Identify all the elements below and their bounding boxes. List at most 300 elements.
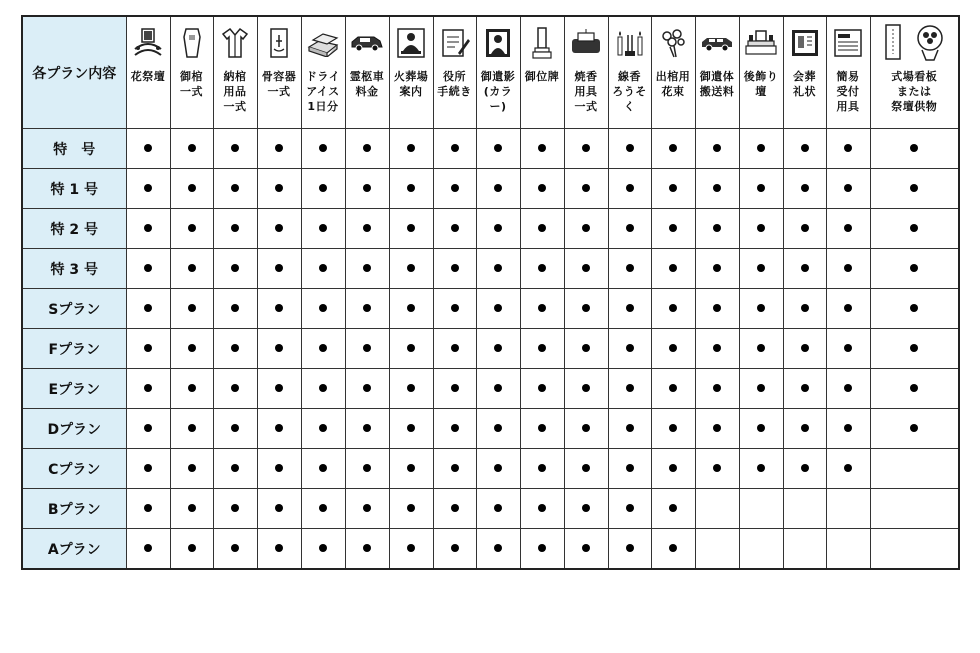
included-mark xyxy=(126,289,170,329)
included-dot xyxy=(669,424,677,432)
included-dot xyxy=(713,384,721,392)
table-row xyxy=(22,489,959,529)
included-mark xyxy=(476,449,520,489)
included-mark xyxy=(126,249,170,289)
included-dot xyxy=(801,184,809,192)
included-mark xyxy=(257,249,301,289)
column-header xyxy=(213,16,257,129)
table-row xyxy=(22,369,959,409)
included-mark xyxy=(651,409,695,449)
included-mark xyxy=(826,369,870,409)
included-dot xyxy=(669,544,677,552)
included-mark xyxy=(170,369,213,409)
included-dot xyxy=(713,464,721,472)
included-mark xyxy=(564,249,608,289)
included-dot xyxy=(844,144,852,152)
included-mark xyxy=(520,369,564,409)
column-header xyxy=(170,16,213,129)
included-mark xyxy=(433,249,476,289)
included-dot xyxy=(494,144,502,152)
included-mark xyxy=(739,449,783,489)
table-row xyxy=(22,329,959,369)
included-mark xyxy=(213,129,257,169)
corner-label: 各プラン内容 xyxy=(22,16,126,129)
included-dot xyxy=(231,224,239,232)
included-dot xyxy=(626,384,634,392)
included-mark xyxy=(301,449,345,489)
included-mark xyxy=(564,169,608,209)
included-dot xyxy=(626,504,634,512)
burial-robe-icon xyxy=(221,23,249,63)
included-mark xyxy=(826,169,870,209)
column-header xyxy=(695,16,739,129)
included-mark xyxy=(520,289,564,329)
included-dot xyxy=(538,384,546,392)
included-dot xyxy=(910,384,918,392)
included-dot xyxy=(582,144,590,152)
included-mark xyxy=(870,249,959,289)
included-mark xyxy=(213,209,257,249)
empty-cell xyxy=(783,529,826,570)
included-dot xyxy=(538,264,546,272)
included-dot xyxy=(188,264,196,272)
included-dot xyxy=(626,304,634,312)
included-mark xyxy=(476,209,520,249)
empty-cell xyxy=(870,529,959,570)
reception-desk-icon xyxy=(833,23,863,63)
signboard-offering-icon xyxy=(878,23,950,63)
included-dot xyxy=(757,424,765,432)
included-mark xyxy=(783,289,826,329)
included-mark xyxy=(170,209,213,249)
included-mark xyxy=(389,129,433,169)
included-dot xyxy=(188,224,196,232)
included-dot xyxy=(451,504,459,512)
included-mark xyxy=(739,369,783,409)
included-dot xyxy=(538,144,546,152)
table-row xyxy=(22,169,959,209)
included-dot xyxy=(538,464,546,472)
table-row xyxy=(22,289,959,329)
plan-label: Dプラン xyxy=(22,409,126,449)
included-mark xyxy=(826,289,870,329)
included-mark xyxy=(345,449,389,489)
included-dot xyxy=(757,264,765,272)
included-mark xyxy=(170,449,213,489)
included-mark xyxy=(213,249,257,289)
included-dot xyxy=(582,264,590,272)
included-dot xyxy=(626,544,634,552)
included-mark xyxy=(739,169,783,209)
included-mark xyxy=(695,409,739,449)
included-mark xyxy=(608,249,651,289)
included-mark xyxy=(608,449,651,489)
included-dot xyxy=(363,224,371,232)
included-dot xyxy=(494,544,502,552)
included-dot xyxy=(538,344,546,352)
column-header-label: 霊柩車 料金 xyxy=(349,70,385,98)
included-dot xyxy=(538,544,546,552)
included-mark xyxy=(476,329,520,369)
included-mark xyxy=(608,169,651,209)
included-dot xyxy=(231,344,239,352)
included-dot xyxy=(910,424,918,432)
included-mark xyxy=(389,169,433,209)
column-header xyxy=(783,16,826,129)
included-dot xyxy=(757,464,765,472)
included-mark xyxy=(389,289,433,329)
included-dot xyxy=(626,264,634,272)
included-dot xyxy=(757,144,765,152)
included-mark xyxy=(564,449,608,489)
included-mark xyxy=(651,289,695,329)
empty-cell xyxy=(826,489,870,529)
included-dot xyxy=(144,424,152,432)
included-dot xyxy=(538,224,546,232)
included-mark xyxy=(826,249,870,289)
included-dot xyxy=(188,304,196,312)
included-dot xyxy=(844,384,852,392)
included-mark xyxy=(433,449,476,489)
included-mark xyxy=(126,329,170,369)
included-dot xyxy=(669,464,677,472)
included-mark xyxy=(695,249,739,289)
included-dot xyxy=(407,344,415,352)
included-dot xyxy=(801,304,809,312)
included-mark xyxy=(520,209,564,249)
paperwork-icon xyxy=(440,23,470,63)
included-mark xyxy=(476,409,520,449)
included-dot xyxy=(582,464,590,472)
included-dot xyxy=(407,464,415,472)
included-dot xyxy=(669,264,677,272)
included-dot xyxy=(407,264,415,272)
column-header xyxy=(476,16,520,129)
included-dot xyxy=(275,304,283,312)
column-header xyxy=(433,16,476,129)
included-mark xyxy=(783,329,826,369)
included-mark xyxy=(695,169,739,209)
column-header xyxy=(257,16,301,129)
included-mark xyxy=(170,129,213,169)
included-mark xyxy=(257,489,301,529)
plan-label: Fプラン xyxy=(22,329,126,369)
included-dot xyxy=(275,544,283,552)
thank-you-card-icon xyxy=(790,23,820,63)
column-header xyxy=(345,16,389,129)
included-dot xyxy=(844,344,852,352)
included-dot xyxy=(844,264,852,272)
included-mark xyxy=(170,409,213,449)
included-dot xyxy=(144,184,152,192)
included-mark xyxy=(783,169,826,209)
included-dot xyxy=(188,144,196,152)
included-mark xyxy=(520,529,564,570)
included-dot xyxy=(275,184,283,192)
included-mark xyxy=(301,369,345,409)
included-dot xyxy=(407,544,415,552)
included-dot xyxy=(231,304,239,312)
included-mark xyxy=(520,129,564,169)
included-mark xyxy=(126,489,170,529)
plan-label: Bプラン xyxy=(22,489,126,529)
included-mark xyxy=(345,169,389,209)
included-dot xyxy=(626,224,634,232)
included-dot xyxy=(144,224,152,232)
column-header-label: ドライ アイス 1日分 xyxy=(305,70,341,113)
included-dot xyxy=(626,464,634,472)
included-dot xyxy=(188,504,196,512)
included-dot xyxy=(319,144,327,152)
included-dot xyxy=(275,144,283,152)
included-dot xyxy=(910,304,918,312)
included-dot xyxy=(582,304,590,312)
included-mark xyxy=(433,529,476,570)
column-header-label: 線香 ろうそく xyxy=(612,70,647,113)
included-dot xyxy=(231,504,239,512)
included-dot xyxy=(319,464,327,472)
included-dot xyxy=(363,424,371,432)
included-mark xyxy=(564,129,608,169)
included-mark xyxy=(695,209,739,249)
empty-cell xyxy=(783,489,826,529)
included-dot xyxy=(910,144,918,152)
included-mark xyxy=(257,449,301,489)
included-dot xyxy=(275,424,283,432)
included-dot xyxy=(626,344,634,352)
included-mark xyxy=(433,369,476,409)
included-mark xyxy=(126,209,170,249)
included-mark xyxy=(870,209,959,249)
included-dot xyxy=(713,224,721,232)
empty-cell xyxy=(826,529,870,570)
included-mark xyxy=(826,449,870,489)
included-mark xyxy=(257,129,301,169)
empty-cell xyxy=(695,489,739,529)
included-mark xyxy=(520,449,564,489)
included-dot xyxy=(407,424,415,432)
included-dot xyxy=(713,144,721,152)
included-dot xyxy=(275,264,283,272)
column-header-label: 骨容器 一式 xyxy=(261,70,297,98)
included-dot xyxy=(801,264,809,272)
included-mark xyxy=(870,289,959,329)
included-dot xyxy=(626,144,634,152)
included-dot xyxy=(407,384,415,392)
included-mark xyxy=(170,169,213,209)
included-dot xyxy=(757,304,765,312)
bouquet-icon xyxy=(658,23,688,63)
empty-cell xyxy=(695,529,739,570)
included-dot xyxy=(801,384,809,392)
included-mark xyxy=(651,489,695,529)
plan-label: 特 号 xyxy=(22,129,126,169)
included-mark xyxy=(213,529,257,570)
included-mark xyxy=(213,449,257,489)
included-mark xyxy=(389,249,433,289)
included-mark xyxy=(345,249,389,289)
included-dot xyxy=(188,544,196,552)
included-dot xyxy=(363,504,371,512)
included-dot xyxy=(669,384,677,392)
dry-ice-icon xyxy=(307,23,339,63)
included-mark xyxy=(739,289,783,329)
included-dot xyxy=(801,344,809,352)
included-mark xyxy=(564,489,608,529)
included-mark xyxy=(301,329,345,369)
plan-label: Aプラン xyxy=(22,529,126,570)
included-mark xyxy=(739,209,783,249)
included-dot xyxy=(451,224,459,232)
included-dot xyxy=(757,224,765,232)
included-dot xyxy=(363,344,371,352)
plan-comparison-table xyxy=(21,15,960,570)
column-header xyxy=(564,16,608,129)
transport-car-icon xyxy=(700,23,734,63)
table-row xyxy=(22,129,959,169)
included-dot xyxy=(626,424,634,432)
incense-burner-icon xyxy=(570,23,602,63)
included-mark xyxy=(213,369,257,409)
included-dot xyxy=(319,224,327,232)
included-mark xyxy=(476,369,520,409)
included-mark xyxy=(170,489,213,529)
included-mark xyxy=(608,289,651,329)
included-mark xyxy=(870,329,959,369)
included-mark xyxy=(257,329,301,369)
included-mark xyxy=(389,449,433,489)
included-mark xyxy=(651,369,695,409)
empty-cell xyxy=(870,489,959,529)
column-header-label: 会葬 礼状 xyxy=(793,70,816,98)
included-dot xyxy=(801,224,809,232)
included-dot xyxy=(144,264,152,272)
urn-box-icon xyxy=(268,23,290,63)
included-dot xyxy=(144,344,152,352)
included-dot xyxy=(231,144,239,152)
included-dot xyxy=(801,424,809,432)
included-dot xyxy=(319,384,327,392)
column-header xyxy=(126,16,170,129)
included-mark xyxy=(608,129,651,169)
included-mark xyxy=(783,449,826,489)
included-dot xyxy=(451,464,459,472)
empty-cell xyxy=(870,449,959,489)
included-mark xyxy=(695,369,739,409)
included-dot xyxy=(363,184,371,192)
included-dot xyxy=(582,344,590,352)
column-header-label: 焼香 用具 一式 xyxy=(574,70,598,113)
column-header-label: 役所 手続き xyxy=(437,70,472,98)
included-mark xyxy=(651,129,695,169)
column-header-label: 御位牌 xyxy=(524,70,560,83)
included-dot xyxy=(319,304,327,312)
included-mark xyxy=(739,129,783,169)
included-dot xyxy=(275,384,283,392)
included-mark xyxy=(608,489,651,529)
memorial-tablet-icon xyxy=(532,23,552,63)
column-header xyxy=(826,16,870,129)
included-dot xyxy=(582,544,590,552)
guide-person-icon xyxy=(396,23,426,63)
included-dot xyxy=(275,504,283,512)
table-row xyxy=(22,449,959,489)
included-dot xyxy=(801,464,809,472)
included-dot xyxy=(188,424,196,432)
included-mark xyxy=(345,129,389,169)
included-mark xyxy=(564,329,608,369)
included-mark xyxy=(564,409,608,449)
column-header-label: 出棺用 花束 xyxy=(655,70,691,98)
column-header xyxy=(301,16,345,129)
included-dot xyxy=(231,544,239,552)
included-mark xyxy=(564,529,608,570)
included-dot xyxy=(319,264,327,272)
included-dot xyxy=(144,544,152,552)
included-dot xyxy=(713,184,721,192)
included-dot xyxy=(451,264,459,272)
included-mark xyxy=(520,249,564,289)
included-dot xyxy=(144,464,152,472)
included-dot xyxy=(910,184,918,192)
column-header xyxy=(870,16,959,129)
included-dot xyxy=(451,184,459,192)
included-dot xyxy=(231,384,239,392)
included-dot xyxy=(538,504,546,512)
included-mark xyxy=(608,209,651,249)
plan-label: 特 1 号 xyxy=(22,169,126,209)
included-dot xyxy=(582,504,590,512)
included-mark xyxy=(170,329,213,369)
included-mark xyxy=(651,209,695,249)
included-mark xyxy=(213,169,257,209)
included-dot xyxy=(669,344,677,352)
column-header xyxy=(608,16,651,129)
included-mark xyxy=(170,249,213,289)
included-dot xyxy=(231,264,239,272)
included-dot xyxy=(144,384,152,392)
included-mark xyxy=(389,529,433,570)
included-mark xyxy=(345,209,389,249)
included-mark xyxy=(870,369,959,409)
included-mark xyxy=(213,409,257,449)
column-header xyxy=(389,16,433,129)
included-dot xyxy=(319,424,327,432)
included-dot xyxy=(494,264,502,272)
column-header xyxy=(651,16,695,129)
included-mark xyxy=(433,169,476,209)
included-dot xyxy=(363,304,371,312)
included-dot xyxy=(582,424,590,432)
included-mark xyxy=(389,409,433,449)
included-dot xyxy=(713,344,721,352)
included-dot xyxy=(231,424,239,432)
included-mark xyxy=(870,129,959,169)
included-mark xyxy=(389,209,433,249)
included-dot xyxy=(626,184,634,192)
column-header-label: 簡易 受付 用具 xyxy=(836,70,860,113)
included-mark xyxy=(126,369,170,409)
included-mark xyxy=(651,449,695,489)
included-mark xyxy=(520,409,564,449)
included-mark xyxy=(213,289,257,329)
included-mark xyxy=(126,169,170,209)
included-dot xyxy=(757,384,765,392)
included-dot xyxy=(407,224,415,232)
included-dot xyxy=(494,504,502,512)
included-mark xyxy=(826,409,870,449)
included-dot xyxy=(757,184,765,192)
